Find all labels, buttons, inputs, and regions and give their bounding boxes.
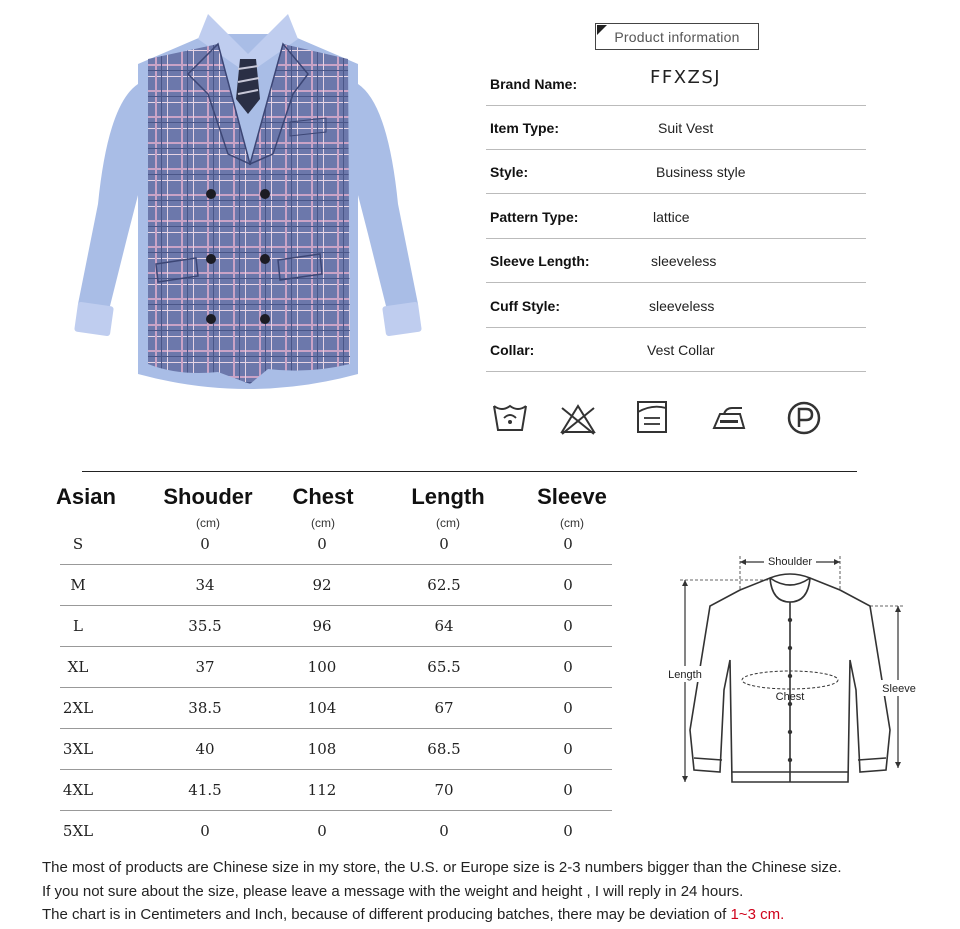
note-line-1: The most of products are Chinese size in my store, the U.S. or Europe size is 2-3 numbers bigger than the Chinese size. bbox=[42, 859, 842, 876]
note-deviation-highlight: 1~3 cm. bbox=[730, 906, 785, 923]
section-divider bbox=[82, 471, 857, 472]
size-cell: 0 bbox=[563, 535, 573, 553]
size-row bbox=[60, 524, 612, 565]
size-notes bbox=[42, 856, 842, 927]
size-cell: 65.5 bbox=[427, 658, 461, 676]
size-row bbox=[60, 565, 612, 606]
size-row bbox=[60, 770, 612, 811]
size-cell: 62.5 bbox=[427, 576, 461, 594]
size-cell: 70 bbox=[434, 781, 454, 799]
info-row-pattern-type bbox=[486, 195, 866, 239]
diagram-label-length: Length bbox=[668, 669, 702, 681]
size-cell: 38.5 bbox=[188, 699, 222, 717]
size-unit: (cm) bbox=[311, 516, 335, 530]
size-cell: 64 bbox=[434, 617, 454, 635]
info-row-cuff-style bbox=[486, 284, 866, 328]
info-label: Collar: bbox=[490, 342, 535, 358]
info-label: Style: bbox=[490, 164, 529, 180]
info-value: Suit Vest bbox=[658, 120, 714, 136]
info-row-collar bbox=[486, 328, 866, 372]
size-unit: (cm) bbox=[436, 516, 460, 530]
size-cell: 0 bbox=[317, 822, 327, 840]
size-cell: 2XL bbox=[62, 699, 94, 717]
size-row bbox=[60, 811, 612, 852]
size-unit: (cm) bbox=[560, 516, 584, 530]
size-header-asian: Asian bbox=[56, 484, 116, 509]
diagram-label-sleeve: Sleeve bbox=[882, 683, 916, 695]
info-row-style bbox=[486, 150, 866, 194]
size-cell: 104 bbox=[307, 699, 337, 717]
diagram-label-shoulder: Shoulder bbox=[767, 556, 813, 568]
info-value: Vest Collar bbox=[647, 342, 715, 358]
dry-clean-p-icon bbox=[784, 398, 824, 438]
size-cell: 5XL bbox=[62, 822, 94, 840]
size-cell: S bbox=[72, 535, 84, 553]
size-cell: 3XL bbox=[62, 740, 94, 758]
info-value: lattice bbox=[653, 209, 690, 225]
size-cell: 41.5 bbox=[188, 781, 222, 799]
size-cell: 0 bbox=[439, 535, 449, 553]
info-row-item-type bbox=[486, 106, 866, 150]
info-value: sleeveless bbox=[649, 298, 715, 314]
size-cell: 37 bbox=[195, 658, 215, 676]
size-cell: 35.5 bbox=[188, 617, 222, 635]
note-line-3-text: The chart is in Centimeters and Inch, because of different producing batches, there may be deviation of bbox=[42, 906, 727, 923]
no-bleach-icon bbox=[558, 398, 598, 438]
size-cell: 0 bbox=[563, 576, 573, 594]
size-cell: 0 bbox=[563, 699, 573, 717]
size-header-shoulder: Shouder bbox=[163, 484, 253, 509]
info-value: FFXZSJ bbox=[650, 67, 722, 88]
size-cell: XL bbox=[67, 658, 89, 676]
size-cell: 0 bbox=[563, 740, 573, 758]
size-cell: 112 bbox=[307, 781, 337, 799]
size-cell: 67 bbox=[434, 699, 454, 717]
info-value: Business style bbox=[656, 164, 746, 180]
product-information-title: Product information bbox=[614, 28, 740, 45]
size-cell: 0 bbox=[439, 822, 449, 840]
size-header-length: Length bbox=[411, 484, 485, 509]
size-cell: 68.5 bbox=[427, 740, 461, 758]
size-cell: 40 bbox=[195, 740, 215, 758]
size-cell: M bbox=[70, 576, 86, 594]
size-cell: 0 bbox=[563, 617, 573, 635]
info-label: Brand Name: bbox=[490, 76, 578, 92]
size-cell: 0 bbox=[563, 822, 573, 840]
measurement-diagram bbox=[660, 540, 922, 790]
size-cell: 100 bbox=[307, 658, 337, 676]
size-cell: 96 bbox=[312, 617, 332, 635]
info-row-sleeve-length bbox=[486, 239, 866, 283]
size-unit: (cm) bbox=[196, 516, 220, 530]
size-cell: L bbox=[73, 617, 83, 635]
size-header-chest: Chest bbox=[292, 484, 354, 509]
info-label: Item Type: bbox=[490, 120, 559, 136]
note-line-3 bbox=[42, 903, 842, 927]
size-header-sleeve: Sleeve bbox=[537, 484, 607, 509]
size-cell: 92 bbox=[312, 576, 332, 594]
size-cell: 0 bbox=[563, 658, 573, 676]
size-row bbox=[60, 647, 612, 688]
product-information-header bbox=[595, 23, 759, 50]
diagram-label-chest: Chest bbox=[775, 691, 805, 703]
note-line-2: If you not sure about the size, please leave a message with the weight and height , I will reply in 24 hours. bbox=[42, 882, 744, 900]
size-cell: 34 bbox=[195, 576, 215, 594]
size-row bbox=[60, 606, 612, 647]
size-row bbox=[60, 729, 612, 770]
size-row bbox=[60, 688, 612, 729]
iron-icon bbox=[710, 398, 750, 438]
size-cell: 0 bbox=[200, 535, 210, 553]
info-label: Cuff Style: bbox=[490, 298, 560, 314]
size-cell: 0 bbox=[563, 781, 573, 799]
product-photo bbox=[68, 4, 428, 428]
tumble-dry-icon bbox=[632, 398, 672, 438]
info-label: Sleeve Length: bbox=[490, 253, 590, 269]
info-label: Pattern Type: bbox=[490, 209, 579, 225]
info-value: sleeveless bbox=[651, 253, 717, 269]
size-cell: 108 bbox=[307, 740, 337, 758]
size-cell: 0 bbox=[317, 535, 327, 553]
size-cell: 4XL bbox=[62, 781, 94, 799]
info-row-brand bbox=[486, 62, 866, 106]
care-icons bbox=[486, 398, 866, 442]
size-cell: 0 bbox=[200, 822, 210, 840]
wash-30-icon bbox=[490, 398, 530, 438]
